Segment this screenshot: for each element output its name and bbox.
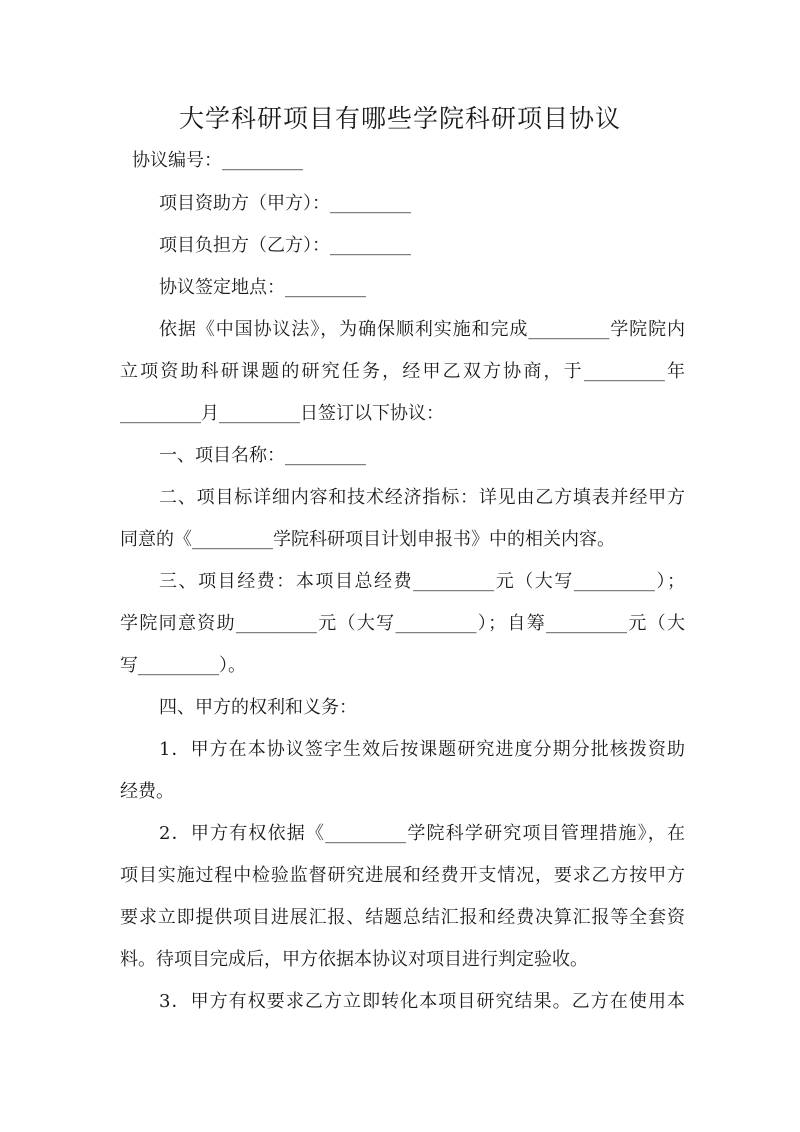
document-title: 大学科研项目有哪些学院科研项目协议 xyxy=(178,104,621,133)
agreement-number-line: 协议编号：_________ xyxy=(132,150,303,171)
paragraph-line: 立项资助科研课题的研究任务，经甲乙双方协商，于_________年 xyxy=(120,361,685,382)
paragraph-line: 经费。 xyxy=(120,781,174,802)
paragraph-line: 学院同意资助_________元（大写_________）；自筹_________元（大 xyxy=(120,613,685,634)
paragraph-line: 三、项目经费：本项目总经费_________元（大写_________）； xyxy=(159,571,685,592)
paragraph-line: 项目实施过程中检验监督研究进展和经费开支情况，要求乙方按甲方 xyxy=(120,865,685,886)
sponsor-party-a-line: 项目资助方（甲方）：_________ xyxy=(159,193,411,214)
item-1-project-name: 一、项目名称：_________ xyxy=(159,445,366,466)
paragraph-line: 二、项目标详细内容和技术经济指标：详见由乙方填表并经甲方 xyxy=(159,487,685,508)
paragraph-line: 料。待项目完成后，甲方依据本协议对项目进行判定验收。 xyxy=(120,949,588,970)
paragraph-line: 2．甲方有权依据《_________学院科学研究项目管理措施》，在 xyxy=(159,823,685,844)
paragraph-line: 3．甲方有权要求乙方立即转化本项目研究结果。乙方在使用本 xyxy=(159,991,685,1012)
signing-place-line: 协议签定地点：_________ xyxy=(159,277,366,298)
paragraph-line: 同意的《_________学院科研项目计划申报书》中的相关内容。 xyxy=(120,529,615,550)
paragraph-line: _________月_________日签订以下协议： xyxy=(120,403,444,424)
paragraph-line: 要求立即提供项目进展汇报、结题总结汇报和经费决算汇报等全套资 xyxy=(120,907,685,928)
paragraph-line: 写_________）。 xyxy=(120,655,246,676)
paragraph-line: 依据《中国协议法》，为确保顺利实施和完成_________学院院内 xyxy=(159,319,685,340)
undertaker-party-b-line: 项目负担方（乙方）：_________ xyxy=(159,235,411,256)
item-4-heading: 四、甲方的权利和义务： xyxy=(159,697,357,718)
paragraph-line: 1．甲方在本协议签字生效后按课题研究进度分期分批核拨资助 xyxy=(159,739,685,760)
